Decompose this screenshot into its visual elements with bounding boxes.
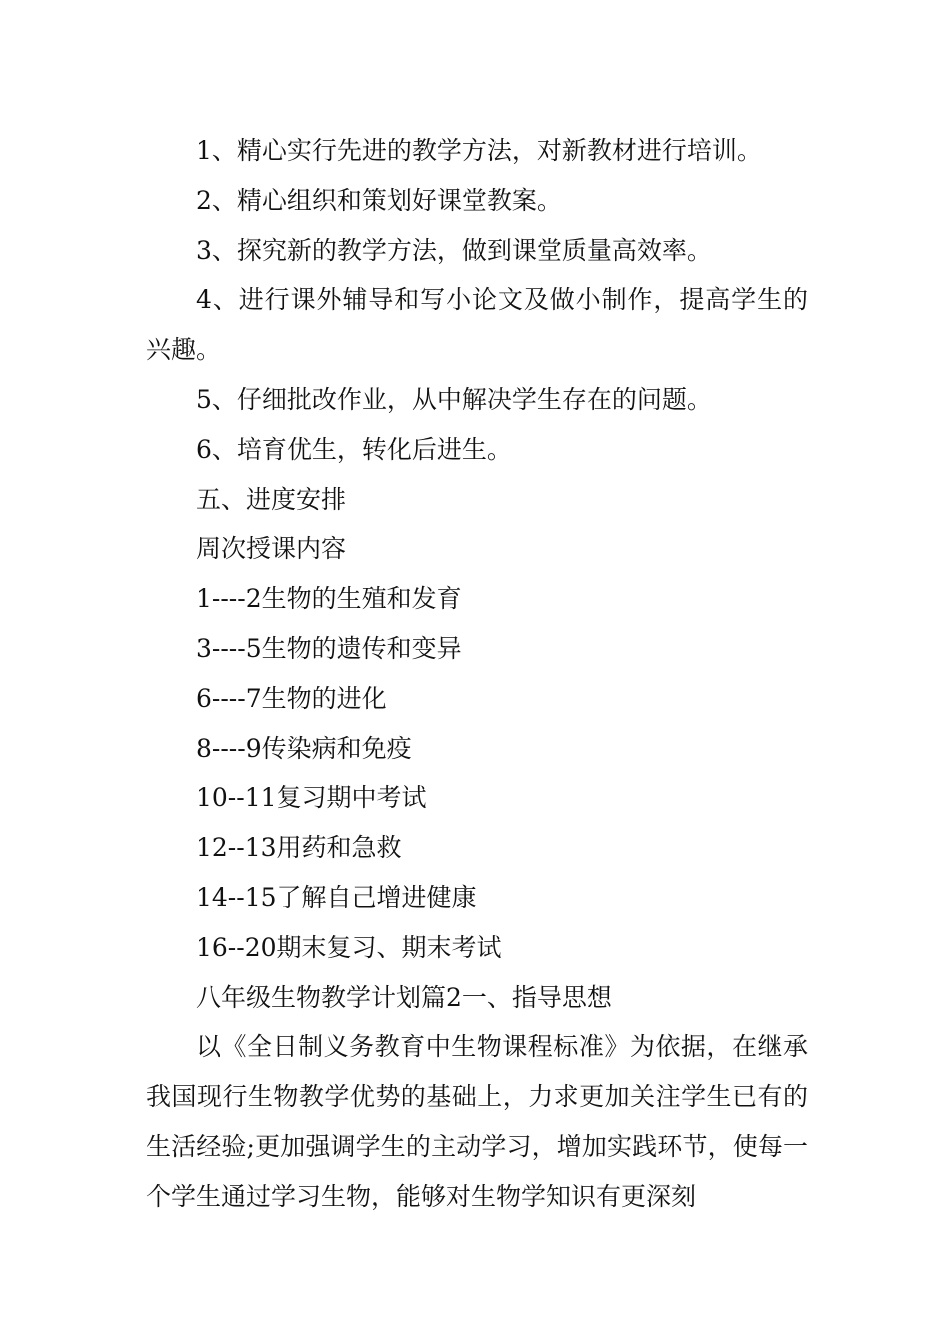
list-item-method-5: 5、仔细批改作业，从中解决学生存在的问题。 (196, 384, 712, 414)
section-heading-guiding-ideas: 八年级生物教学计划篇2一、指导思想 (196, 982, 612, 1012)
document-body (146, 126, 808, 1222)
list-item-method-1: 1、精心实行先进的教学方法，对新教材进行培训。 (196, 136, 762, 165)
schedule-row: 14--15了解自己增进健康 (196, 882, 477, 912)
list-item-method-3: 3、探究新的教学方法，做到课堂质量高效率。 (196, 235, 712, 265)
schedule-row: 1----2生物的生殖和发育 (196, 584, 462, 614)
section-heading-schedule: 五、进度安排 (196, 484, 347, 514)
schedule-row: 3----5生物的遗传和变异 (196, 633, 462, 663)
schedule-row: 8----9传染病和免疫 (196, 733, 412, 763)
schedule-row: 12--13用药和急救 (196, 833, 402, 863)
body-paragraph: 以《全日制义务教育中生物课程标准》为依据，在继承我国现行生物教学优势的基础上，力求更加关注学生已有的生活经验;更加强调学生的主动学习，增加实践环节，使每一个学生通过学习生物，能够对生物学知识有更深刻 (146, 1032, 808, 1211)
schedule-header: 周次授课内容 (196, 534, 347, 564)
schedule-row: 10--11复习期中考试 (196, 783, 427, 813)
list-item-method-6: 6、培育优生，转化后进生。 (196, 434, 512, 464)
list-item-method-4: 4、进行课外辅导和写小论文及做小制作，提高学生的兴趣。 (146, 285, 808, 365)
list-item-method-2: 2、精心组织和策划好课堂教案。 (196, 185, 562, 215)
schedule-row: 6----7生物的进化 (196, 683, 387, 713)
schedule-row: 16--20期末复习、期末考试 (196, 932, 502, 962)
